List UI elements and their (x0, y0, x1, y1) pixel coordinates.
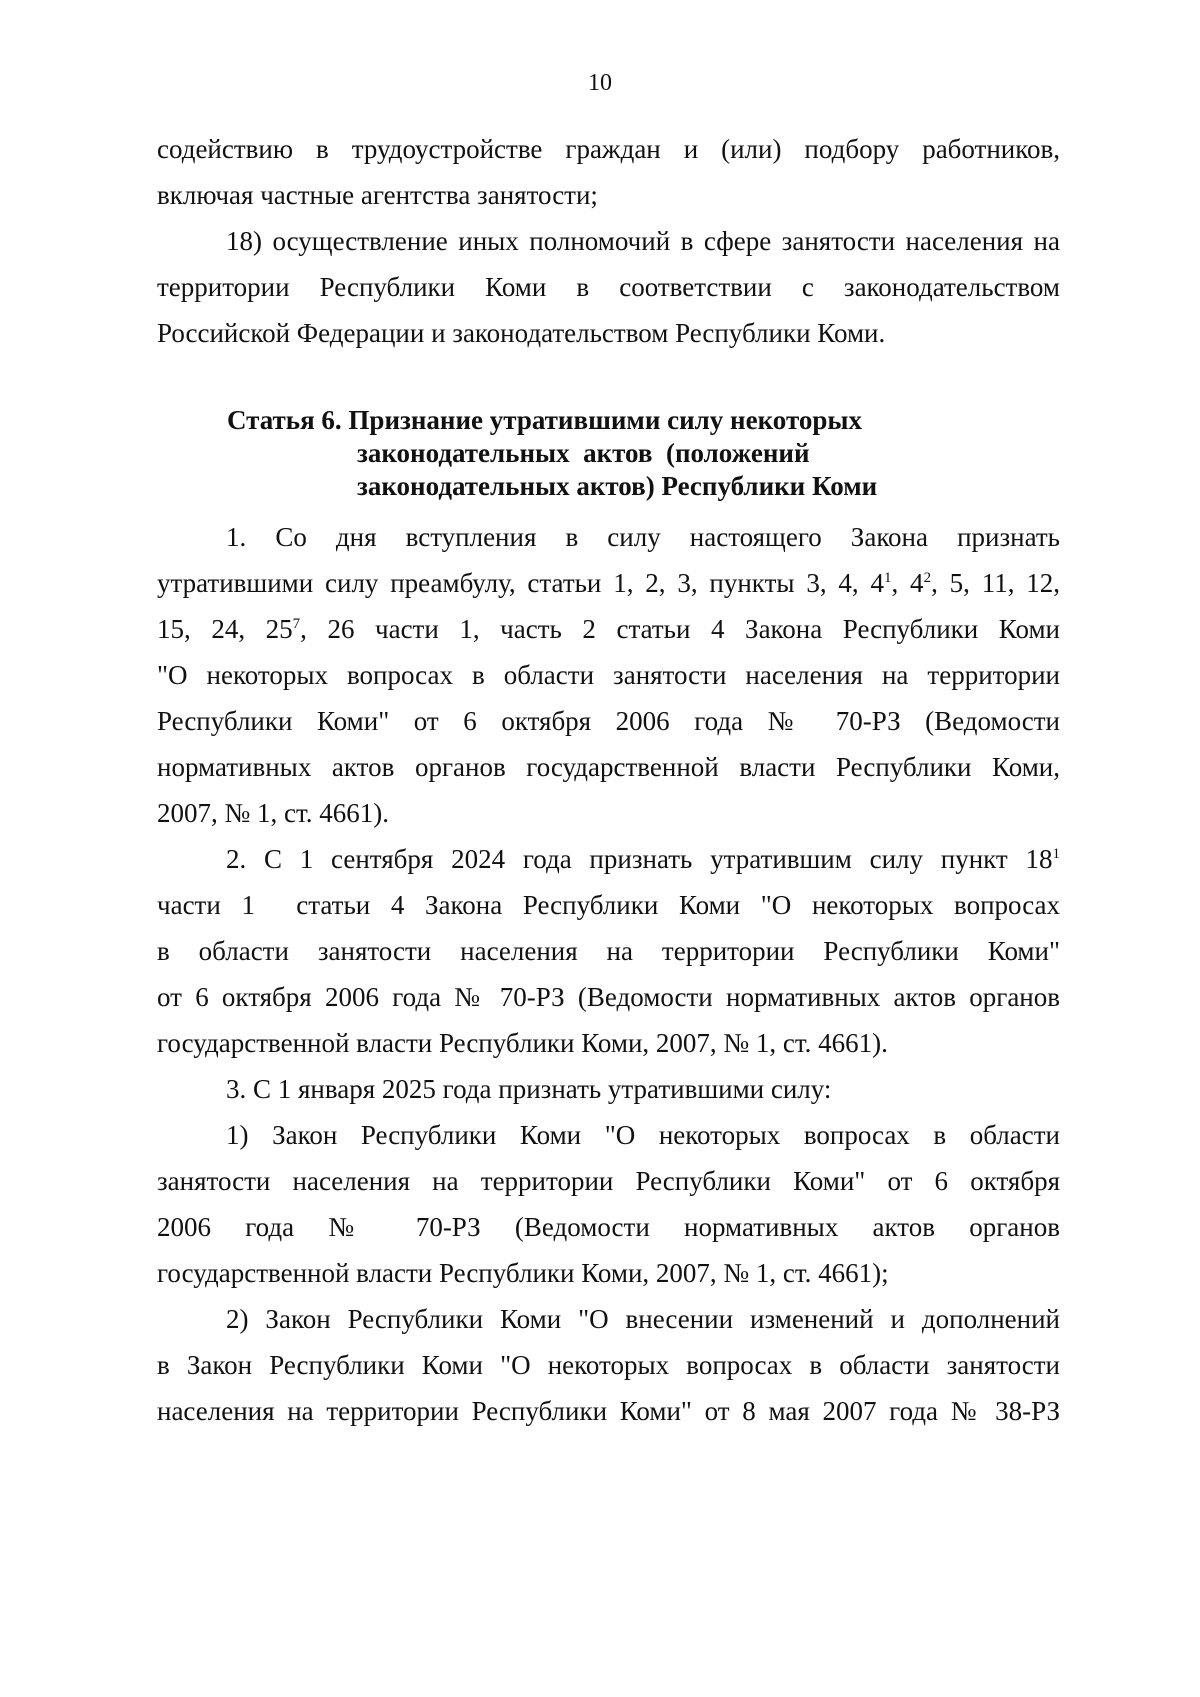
item-1-line-6: нормативных актов органов государственной власти Республики Коми, (157, 752, 1060, 782)
item-1-line-2: утратившими силу преамбулу, статьи 1, 2, 3, пункты 3, 4, $4^1$, $4^2$, 5, 11, 12, (157, 568, 1061, 598)
paragraph-17-line-1: содействию в трудоустройстве граждан и (или) подбору работников, (157, 134, 1060, 164)
item-2-line-4: от 6 октября 2006 года № 70-РЗ (Ведомости нормативных актов органов (157, 982, 1060, 1012)
item-3-line-1: 3. С 1 января 2025 года признать утратившими силу: (226, 1074, 832, 1104)
item-3-1-line-4: государственной власти Республики Коми, 2007, № 1, ст. 4661); (157, 1258, 889, 1288)
paragraph-17-line-2: включая частные агентства занятости; (157, 180, 598, 210)
page-number: 10 (588, 70, 612, 96)
item-2-line-5: государственной власти Республики Коми, 2007, № 1, ст. 4661). (157, 1028, 888, 1058)
item-1-line-3: 15, 24, $25^7$, 26 части 1, часть 2 статьи 4 Закона Республики Коми (157, 614, 1060, 644)
item-1-line-7: 2007, № 1, ст. 4661). (157, 798, 390, 828)
article-heading-line-2: законодательных актов (положений (357, 438, 810, 468)
item-1-line-1: 1. Со дня вступления в силу настоящего Закона признать (226, 522, 1060, 552)
item-3-1-line-2: занятости населения на территории Республики Коми" от 6 октября (157, 1166, 1060, 1196)
item-3-1-line-1: 1) Закон Республики Коми "О некоторых вопросах в области (226, 1120, 1060, 1150)
item-3-1-line-3: 2006 года № 70-РЗ (Ведомости нормативных актов органов (157, 1212, 1060, 1242)
paragraph-18-line-1: 18) осуществление иных полномочий в сфере занятости населения на (226, 226, 1060, 256)
item-3-2-line-3: населения на территории Республики Коми" от 8 мая 2007 года № 38-РЗ (157, 1396, 1060, 1426)
item-3-2-line-2: в Закон Республики Коми "О некоторых вопросах в области занятости (157, 1350, 1060, 1380)
item-2-line-2: части 1 статьи 4 Закона Республики Коми "О некоторых вопросах (157, 890, 1060, 920)
paragraph-18-line-3: Российской Федерации и законодательством Республики Коми. (157, 318, 886, 348)
article-heading-line-1: Статья 6. Признание утратившими силу некоторых (227, 405, 862, 435)
item-3-2-line-1: 2) Закон Республики Коми "О внесении изменений и дополнений (226, 1304, 1060, 1334)
item-2-line-3: в области занятости населения на территории Республики Коми" (157, 936, 1060, 966)
paragraph-18-line-2: территории Республики Коми в соответствии с законодательством (157, 272, 1060, 302)
item-1-line-5: Республики Коми" от 6 октября 2006 года № 70-РЗ (Ведомости (157, 706, 1060, 736)
item-1-line-4: "О некоторых вопросах в области занятости населения на территории (157, 660, 1060, 690)
item-2-line-1: 2. С 1 сентября 2024 года признать утратившим силу пункт $18^1$ (226, 844, 1060, 874)
article-heading-line-3: законодательных актов) Республики Коми (357, 471, 878, 501)
